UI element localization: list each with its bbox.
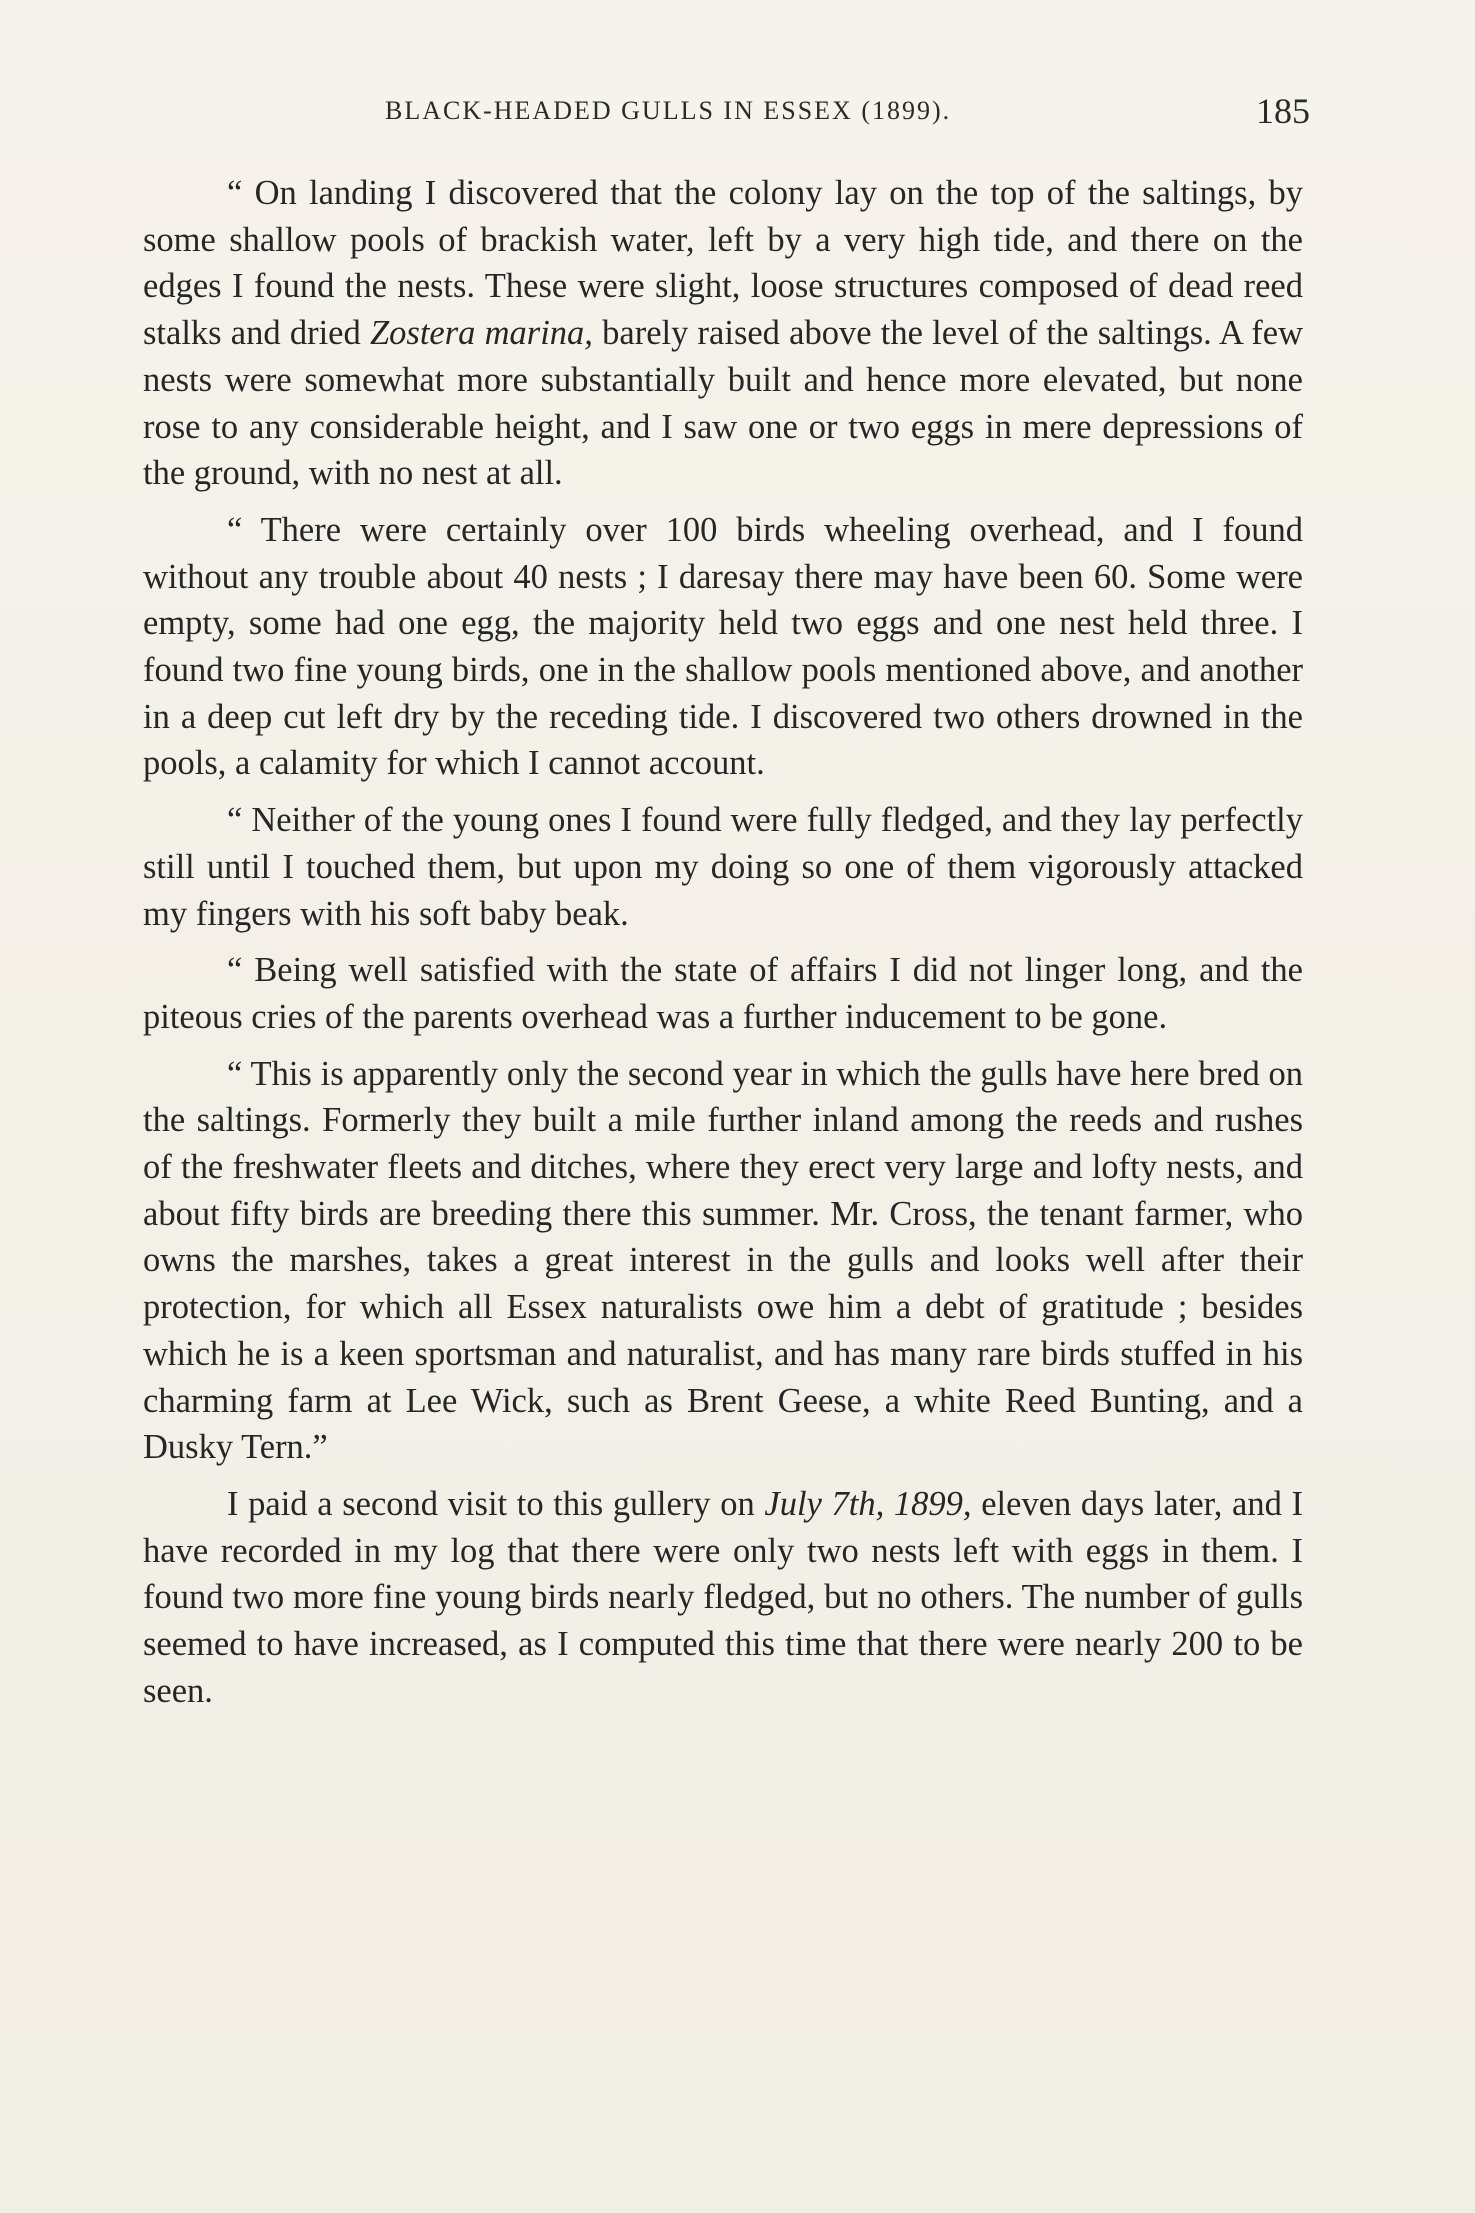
paragraph-4: “ Being well satisfied with the state of affairs I did not linger long, and the piteous cries of the parents overhead was a further inducement to be gone.	[143, 951, 1303, 1036]
paragraph-2: “ There were certainly over 100 birds wheeling overhead, and I found without any trouble about 40 nests ; I daresay there may have been 60. Some were empty, some had one egg, the majority held two eggs and one nest held three. I found two fine young birds, one in the shallow pools mentioned above, and another in a deep cut left dry by the receding tide. I discovered two others drowned in the pools, a calamity for which I cannot account.	[143, 510, 1303, 783]
paragraph-1-text-b: barely raised above the level of the saltings. A few nests were somewhat more substantially built and hence more elevated, but none rose to any considerable height, and I saw one or two eggs in mere depressions of the ground, with no nest at all.	[143, 314, 1303, 493]
species-name-italic: Zostera marina,	[369, 314, 593, 353]
running-title: BLACK-HEADED GULLS IN ESSEX (1899).	[385, 96, 952, 125]
paragraph-6-text-a: I paid a second visit to this gullery on	[227, 1484, 765, 1523]
visit-date-italic: July 7th, 1899,	[764, 1484, 972, 1523]
page-number: 185	[1256, 91, 1310, 131]
paragraph-1	[143, 170, 1303, 497]
running-head	[150, 91, 1310, 144]
paragraph-6	[143, 1481, 1303, 1715]
paragraph-5: “ This is apparently only the second year in which the gulls have here bred on the saltings. Formerly they built a mile further inland among the reeds and rushes of the freshwater fleets and ditches, where they erect very large and lofty nests, and about fifty birds are breeding there this summer. Mr. Cross, the tenant farmer, who owns the marshes, takes a great interest in the gulls and looks well after their protection, for which all Essex naturalists owe him a debt of gratitude ; besides which he is a keen sportsman and naturalist, and has many rare birds stuffed in his charming farm at Lee Wick, such as Brent Geese, a white Reed Bunting, and a Dusky Tern.”	[143, 1054, 1303, 1467]
paragraph-6-text-b: eleven days later, and I have recorded in my log that there were only two nests left with eggs in them. I found two more fine young birds nearly fledged, but no others. The number of gulls seemed to have increased, as I computed this time that there were nearly 200 to be seen.	[143, 1484, 1304, 1710]
body-text	[143, 170, 1303, 1725]
paragraph-3: “ Neither of the young ones I found were fully fledged, and they lay perfectly still until I touched them, but upon my doing so one of them vigorously attacked my fingers with his soft baby beak.	[143, 801, 1303, 933]
paragraph-1-text-a: “ On landing I discovered that the colony lay on the top of the saltings, by some shallow pools of brackish water, left by a very high tide, and there on the edges I found the nests. These were slight, loose structures composed of dead reed stalks and dried	[143, 174, 1303, 353]
